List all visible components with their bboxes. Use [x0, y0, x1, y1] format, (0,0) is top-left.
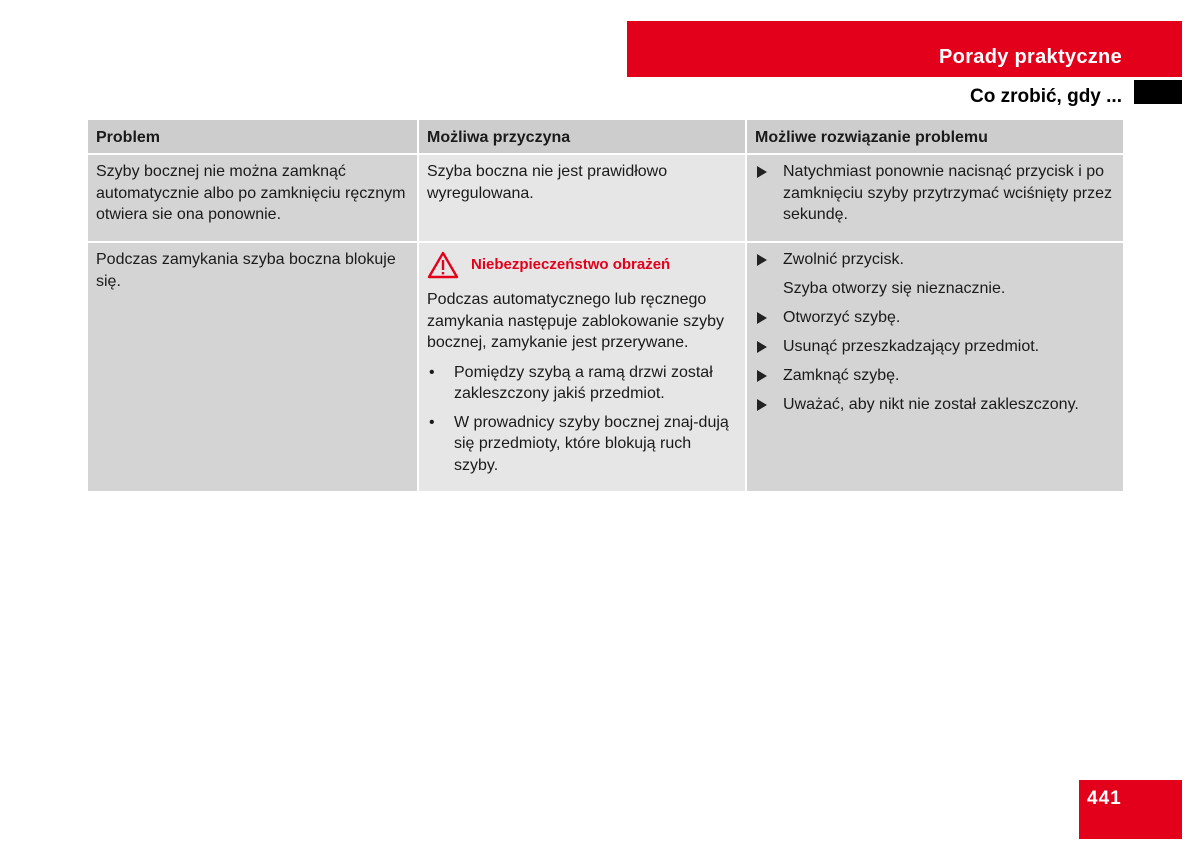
- solution-steps: [755, 249, 1115, 416]
- solution-note: [755, 278, 1115, 300]
- solution-step-text: Natychmiast ponownie nacisnąć przycisk i po zamknięciu szyby przytrzymać wciśnięty przez sekundę.: [783, 163, 1112, 223]
- warning-text: Podczas automatycznego lub ręcznego zamykania następuje zablokowanie szyby bocznej, zamykanie jest przerywane.: [427, 291, 725, 351]
- table-header-row: [88, 120, 1123, 155]
- section-header-bar: [627, 21, 1182, 77]
- warning-heading: [427, 251, 737, 279]
- cause-cell: [417, 243, 745, 493]
- solution-step: [755, 394, 1115, 416]
- cause-bullets: [427, 362, 737, 477]
- cause-bullet-text: Pomiędzy szybą a ramą drzwi został zakleszczony jakiś przedmiot.: [454, 363, 713, 402]
- solution-step-text: Otworzyć szybę.: [783, 309, 901, 326]
- arrow-right-icon: [757, 399, 767, 411]
- bullet-dot-icon: •: [429, 413, 435, 431]
- column-header-problem: Problem: [88, 120, 417, 155]
- solution-steps: [755, 161, 1115, 226]
- solution-step-text: Zamknąć szybę.: [783, 367, 900, 384]
- column-header-cause: Możliwa przyczyna: [417, 120, 745, 155]
- solution-cell: [745, 155, 1123, 243]
- solution-cell: [745, 243, 1123, 493]
- solution-step-text: Uważać, aby nikt nie został zakleszczony.: [783, 396, 1079, 413]
- arrow-right-icon: [757, 312, 767, 324]
- cause-bullet-text: W prowadnicy szyby bocznej znaj-dują się przedmioty, które blokują ruch szyby.: [454, 413, 729, 474]
- solution-step: [755, 249, 1115, 271]
- column-header-solution: Możliwe rozwiązanie problemu: [745, 120, 1123, 155]
- page-number: 441: [1087, 788, 1122, 809]
- warning-title: Niebezpieczeństwo obrażeń: [471, 256, 671, 274]
- page-number-box: [1079, 780, 1182, 839]
- arrow-right-icon: [757, 370, 767, 382]
- arrow-right-icon: [757, 254, 767, 266]
- table-row: [88, 243, 1123, 493]
- arrow-right-icon: [757, 341, 767, 353]
- troubleshooting-table: [88, 120, 1123, 493]
- bullet-dot-icon: •: [429, 363, 435, 381]
- problem-cell: Szyby bocznej nie można zamknąć automatycznie albo po zamknięciu ręcznym otwiera sie ona ponownie.: [88, 155, 417, 243]
- list-item: [427, 412, 737, 477]
- solution-step-text: Zwolnić przycisk.: [783, 251, 904, 268]
- list-item: [427, 362, 737, 405]
- section-title: Porady praktyczne: [939, 46, 1122, 68]
- warning-triangle-icon: [427, 251, 459, 279]
- solution-step: [755, 161, 1115, 226]
- problem-cell: Podczas zamykania szyba boczna blokuje się.: [88, 243, 417, 493]
- cause-cell: Szyba boczna nie jest prawidłowo wyregulowana.: [417, 155, 745, 243]
- arrow-right-icon: [757, 166, 767, 178]
- solution-step: [755, 365, 1115, 387]
- solution-step: [755, 307, 1115, 329]
- solution-note-text: Szyba otworzy się nieznacznie.: [783, 280, 1006, 297]
- subtitle-marker: [1134, 80, 1182, 104]
- page-subtitle: Co zrobić, gdy ...: [969, 86, 1122, 107]
- table-row: [88, 155, 1123, 243]
- solution-step-text: Usunąć przeszkadzający przedmiot.: [783, 338, 1040, 355]
- solution-step: [755, 336, 1115, 358]
